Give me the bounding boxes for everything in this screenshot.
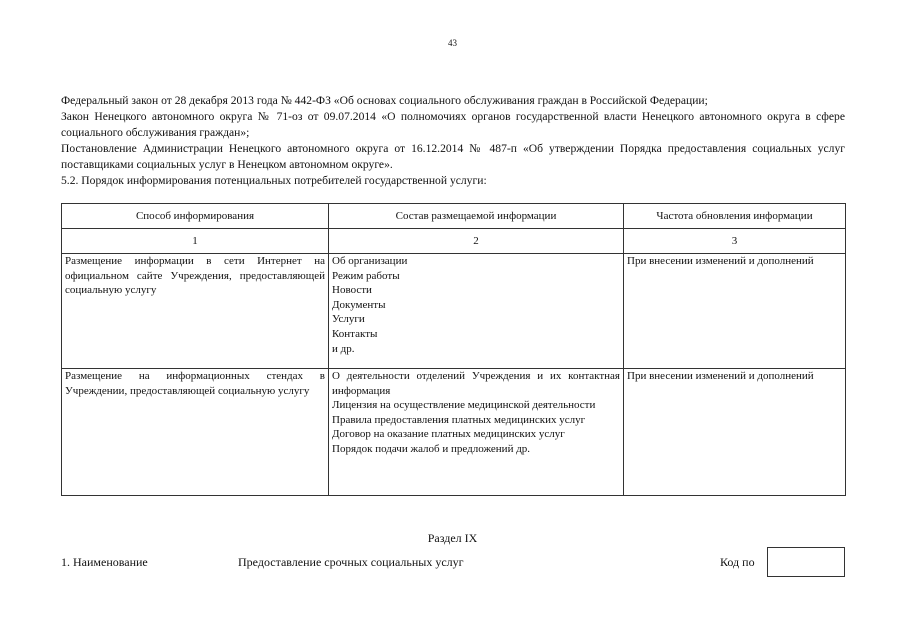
table-number-row	[62, 229, 846, 254]
column-number: 3	[624, 229, 846, 254]
contents-cell	[329, 254, 624, 369]
contents-item: О деятельности отделений Учреждения и их контактная информация	[332, 370, 620, 397]
paragraph: Федеральный закон от 28 декабря 2013 года № 442-ФЗ «Об основах социального обслуживания граждан в Российской Федерации;	[61, 94, 708, 107]
section-title: Раздел IX	[427, 531, 478, 545]
contents-item: Документы	[332, 298, 386, 311]
contents-item: Порядок подачи жалоб и предложений др.	[332, 442, 531, 455]
column-number: 2	[329, 229, 624, 254]
table-row	[62, 369, 846, 496]
column-number: 1	[62, 229, 329, 254]
paragraph: Постановление Администрации Ненецкого автономного округа от 16.12.2014 № 487-п «Об утверждении Порядка предоставления социальных услуг поставщиками социальных услуг в Ненецком автономном округе».	[61, 142, 845, 171]
service-name: Предоставление срочных социальных услуг	[238, 555, 464, 569]
contents-item: Договор на оказание платных медицинских услуг	[332, 428, 565, 441]
contents-item: Об организации	[332, 255, 408, 267]
table-row	[62, 254, 846, 369]
contents-item: Контакты	[332, 327, 378, 340]
name-label: 1. Наименование	[61, 555, 148, 569]
contents-item: Услуги	[332, 313, 365, 326]
column-header: Способ информирования	[62, 204, 329, 229]
paragraph: Закон Ненецкого автономного округа № 71-оз от 09.07.2014 «О полномочиях органов государственной власти Ненецкого автономного округа в сфере социального обслуживания граждан»;	[61, 110, 845, 139]
method-cell: Размещение информации в сети Интернет на официальном сайте Учреждения, предоставляющей социальную услугу	[62, 254, 329, 369]
contents-item: Новости	[332, 284, 372, 297]
code-box	[767, 547, 845, 577]
paragraph: 5.2. Порядок информирования потенциальных потребителей государственной услуги:	[61, 174, 487, 187]
code-label: Код по	[720, 555, 755, 569]
legal-basis-text	[61, 93, 845, 189]
contents-cell	[329, 369, 624, 496]
column-header: Состав размещаемой информации	[329, 204, 624, 229]
contents-item: Режим работы	[332, 269, 400, 282]
contents-item: Лицензия на осуществление медицинской деятельности	[332, 399, 596, 412]
frequency-cell: При внесении изменений и дополнений	[624, 369, 846, 496]
frequency-cell: При внесении изменений и дополнений	[624, 254, 846, 369]
method-cell: Размещение на информационных стендах в Учреждении, предоставляющей социальную услугу	[62, 369, 329, 496]
page-number: 43	[448, 38, 457, 48]
contents-item: и др.	[332, 342, 355, 355]
column-header: Частота обновления информации	[624, 204, 846, 229]
table-header-row	[62, 204, 846, 229]
contents-item: Правила предоставления платных медицинских услуг	[332, 413, 586, 426]
informing-table	[61, 203, 846, 496]
